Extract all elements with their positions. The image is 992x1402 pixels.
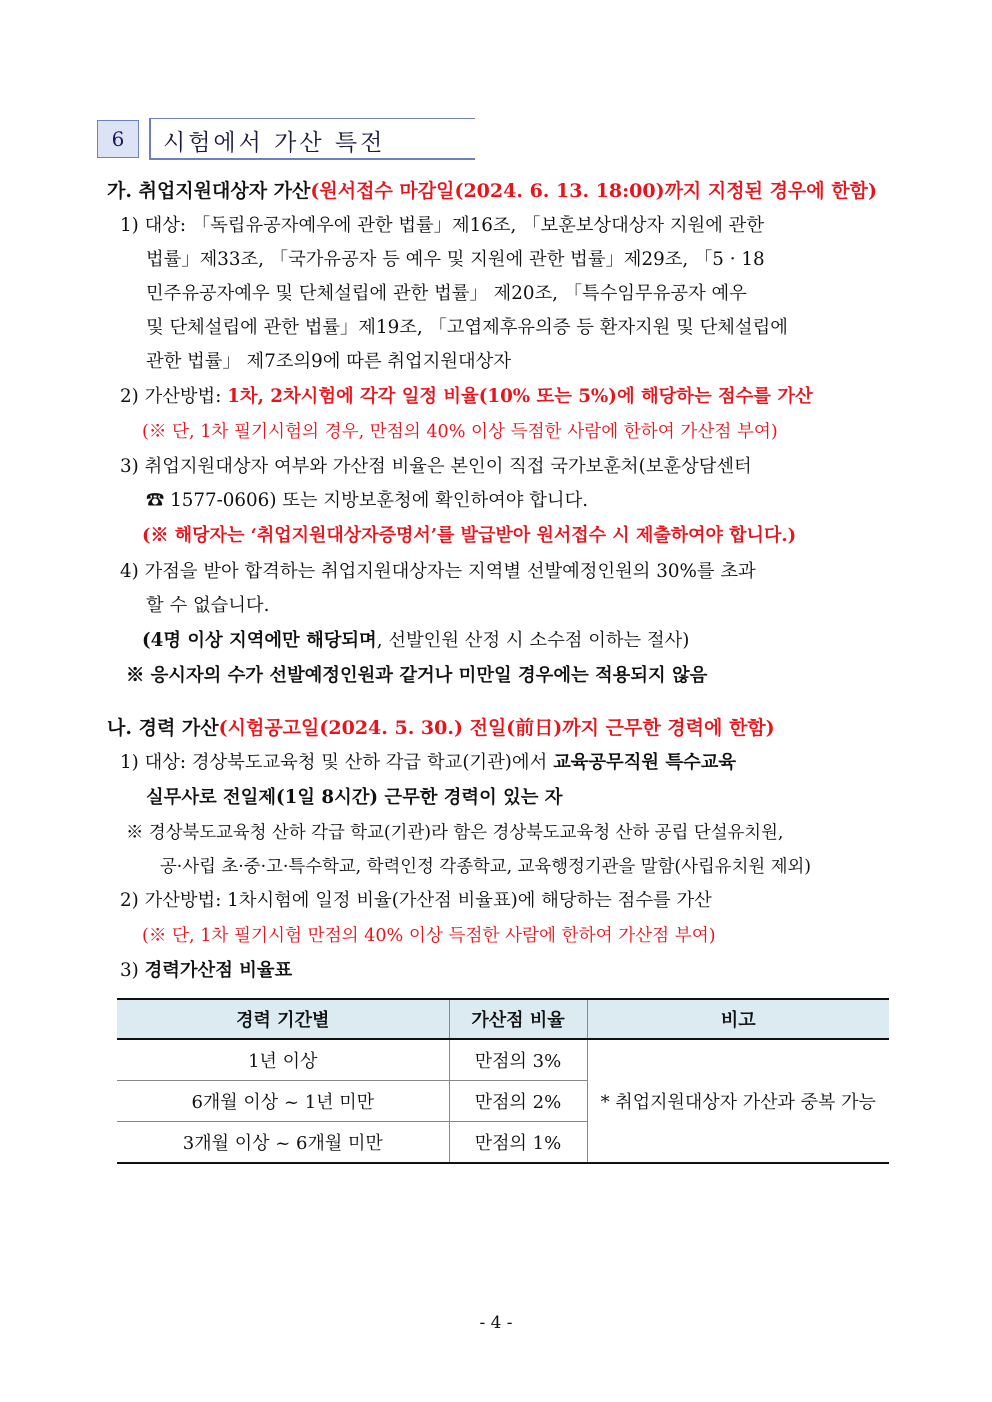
- part-a-item2-note: (※ 단, 1차 필기시험의 경우, 만점의 40% 이상 득점한 사람에 한하여 가산점 부여): [142, 422, 778, 442]
- section-title-box: [149, 118, 475, 160]
- part-a-item1-line3: 민주유공자예우 및 단체설립에 관한 법률」 제20조, 「특수임무유공자 예우: [146, 283, 747, 304]
- part-a-heading: [107, 179, 877, 203]
- part-a-item4-line2: 할 수 없습니다.: [146, 595, 270, 616]
- table-cell-remark: * 취업지원대상자 가산과 중복 가능: [587, 1039, 889, 1163]
- part-a-item2-method: 1차, 2차시험에 각각 일정 비율(10% 또는 5%)에 해당하는 점수를 가산: [227, 386, 813, 407]
- part-a-item4-line1: 4) 가점을 받아 합격하는 취업지원대상자는 지역별 선발예정인원의 30%를 초과: [120, 561, 756, 582]
- part-b-item1-line2: 실무사로 전일제(1일 8시간) 근무한 경력이 있는 자: [146, 787, 563, 808]
- part-b-item3: [120, 959, 292, 983]
- section-header: [97, 118, 477, 160]
- table-cell-rate: 만점의 3%: [449, 1039, 587, 1081]
- table-cell-rate: 만점의 2%: [449, 1081, 587, 1122]
- part-b-item3-title: 경력가산점 비율표: [144, 960, 293, 981]
- part-b-item2-note: (※ 단, 1차 필기시험 만점의 40% 이상 득점한 사람에 한하여 가산점 부여): [142, 926, 716, 946]
- part-a-item4-note-rest: , 선발인원 산정 시 소수점 이하는 절사): [376, 630, 690, 651]
- part-a-item2-prefix: 2) 가산방법:: [120, 386, 228, 407]
- part-b-item1-line1: [120, 751, 736, 775]
- section-title: 시험에서 가산 특전: [163, 130, 386, 156]
- page-number: - 4 -: [479, 1313, 513, 1333]
- table-cell-rate: 만점의 1%: [449, 1122, 587, 1164]
- part-b-note-line2: 공·사립 초·중·고·특수학교, 학력인정 각종학교, 교육행정기관을 말함(사립유치원 제외): [160, 857, 812, 877]
- part-a-item2: [120, 385, 813, 409]
- part-a-item3-line1: 3) 취업지원대상자 여부와 가산점 비율은 본인이 직접 국가보훈처(보훈상담센터: [120, 456, 752, 477]
- table-header-rate: 가산점 비율: [449, 999, 587, 1039]
- part-b-item3-prefix: 3): [120, 960, 145, 981]
- part-b-heading: [107, 716, 775, 740]
- part-a-item1-line2: 법률」제33조, 「국가유공자 등 예우 및 지원에 관한 법률」제29조, 「5 · 18: [146, 249, 765, 270]
- part-a-item1-line4: 및 단체설립에 관한 법률」제19조, 「고엽제후유의증 등 환자지원 및 단체설립에: [146, 317, 788, 338]
- part-a-item1-line1: 1) 대상: 「독립유공자예우에 관한 법률」제16조, 「보훈보상대상자 지원에 관한: [120, 215, 764, 236]
- part-b-item1-normal: 1) 대상: 경상북도교육청 및 산하 각급 학교(기관)에서: [120, 752, 554, 773]
- career-bonus-table: [117, 998, 889, 1164]
- part-b-heading-prefix: 나. 경력 가산: [107, 717, 219, 739]
- table-row: [117, 1039, 889, 1081]
- section-number: 6: [97, 120, 139, 158]
- table-header-period: 경력 기간별: [117, 999, 449, 1039]
- part-a-item3-note: (※ 해당자는 ‘취업지원대상자증명서’를 발급받아 원서접수 시 제출하여야 합니다.): [142, 525, 797, 546]
- table-cell-period: 3개월 이상 ~ 6개월 미만: [117, 1122, 449, 1164]
- part-a-item4-note: [142, 629, 689, 653]
- part-a-item1-line5: 관한 법률」 제7조의9에 따른 취업지원대상자: [146, 351, 512, 372]
- part-a-item4-note-bold: (4명 이상 지역에만 해당되며: [142, 630, 377, 651]
- part-a-heading-paren: (원서접수 마감일(2024. 6. 13. 18:00)까지 지정된 경우에 한함): [310, 180, 877, 202]
- table-header-remark: 비고: [587, 999, 889, 1039]
- table-header-row: [117, 999, 889, 1039]
- part-b-note-line1: ※ 경상북도교육청 산하 각급 학교(기관)라 함은 경상북도교육청 산하 공립 단설유치원,: [126, 823, 784, 843]
- part-a-heading-prefix: 가. 취업지원대상자 가산: [107, 180, 311, 202]
- part-b-item1-bold: 교육공무직원 특수교육: [553, 752, 737, 773]
- table-cell-period: 1년 이상: [117, 1039, 449, 1081]
- table-cell-period: 6개월 이상 ~ 1년 미만: [117, 1081, 449, 1122]
- part-a-warning: ※ 응시자의 수가 선발예정인원과 같거나 미만일 경우에는 적용되지 않음: [126, 665, 708, 686]
- part-b-heading-paren: (시험공고일(2024. 5. 30.) 전일(前日)까지 근무한 경력에 한함): [218, 717, 775, 739]
- part-a-item3-line2: ☎ 1577-0606) 또는 지방보훈청에 확인하여야 합니다.: [146, 490, 589, 511]
- part-b-item2: 2) 가산방법: 1차시험에 일정 비율(가산점 비율표)에 해당하는 점수를 가산: [120, 890, 712, 911]
